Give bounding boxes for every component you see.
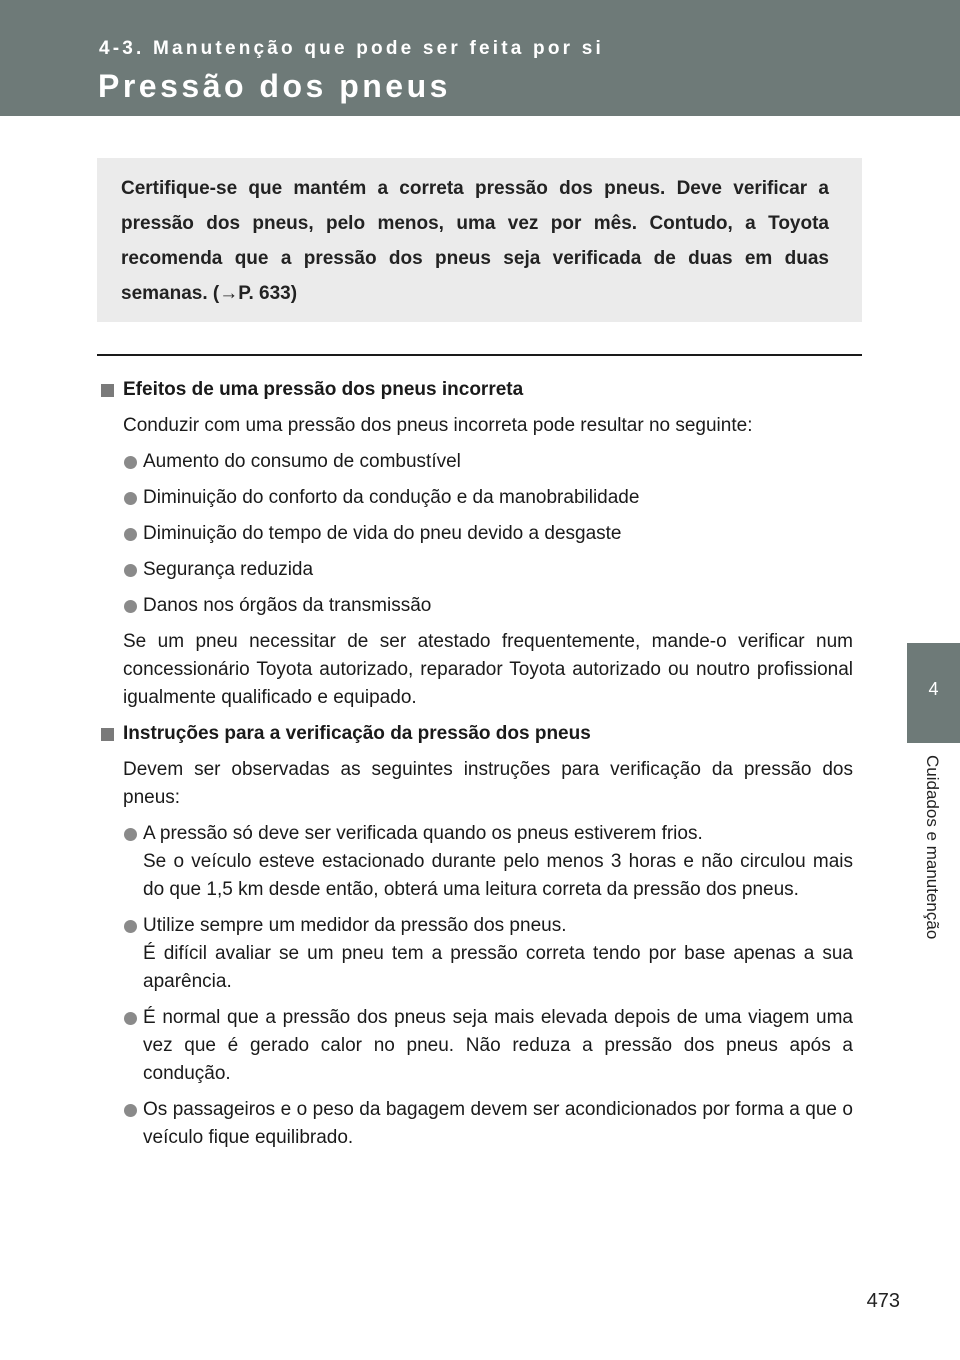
section-label: 4-3. Manutenção que pode ser feita por si [99,38,604,59]
list-item-text: Danos nos órgãos da transmissão [143,595,432,616]
page-header [0,0,960,116]
list-item [101,912,853,996]
content [101,376,853,1160]
heading-text: Instruções para a verificação da pressão dos pneus [123,723,591,744]
chapter-label-text: Cuidados e manutenção [923,755,942,940]
intro-box [97,158,862,322]
section-intro: Conduzir com uma pressão dos pneus incorreta pode resultar no seguinte: [123,415,753,436]
list-item-text: Aumento do consumo de combustível [143,451,461,472]
list-item-text: Diminuição do conforto da condução e da manobrabilidade [143,487,640,508]
list-item-text: É normal que a pressão dos pneus seja mais elevada depois de uma viagem uma vez que é gerado calor no pneu. Não reduza a pressão dos pneus após a condução. [143,1007,853,1084]
list-item-detail: É difícil avaliar se um pneu tem a pressão correta tendo por base apenas a sua aparência. [143,943,853,992]
divider [97,354,862,356]
list-item-text: Segurança reduzida [143,559,314,580]
circle-bullet-icon [124,920,137,933]
intro-text: Certifique-se que mantém a correta pressão dos pneus. Deve verificar a pressão dos pneus, pelo menos, uma vez por mês. Contudo, a Toyota recomenda que a pressão dos pneus seja verificada de duas em duas semanas. (→P. 633) [121,178,829,304]
list-item [101,484,853,512]
chapter-label [908,755,960,985]
section-heading-instructions [101,720,853,748]
list-item-text: A pressão só deve ser verificada quando os pneus estiverem frios. [143,823,703,844]
circle-bullet-icon [124,528,137,541]
section-heading-effects [101,376,853,404]
list-item [101,448,853,476]
list-item-text: Utilize sempre um medidor da pressão dos pneus. [143,915,567,936]
circle-bullet-icon [124,600,137,613]
list-item [101,592,853,620]
page-number: 473 [866,1290,900,1312]
circle-bullet-icon [124,1104,137,1117]
circle-bullet-icon [124,828,137,841]
list-item [101,520,853,548]
circle-bullet-icon [124,1012,137,1025]
circle-bullet-icon [124,456,137,469]
section-intro: Devem ser observadas as seguintes instruções para verificação da pressão dos pneus: [123,759,853,808]
square-bullet-icon [101,728,114,741]
list-item-text: Os passageiros e o peso da bagagem devem ser acondicionados por forma a que o veículo fique equilibrado. [143,1099,853,1148]
list-item [101,556,853,584]
page-title: Pressão dos pneus [98,68,451,104]
list-item-text: Diminuição do tempo de vida do pneu devido a desgaste [143,523,622,544]
section-outro: Se um pneu necessitar de ser atestado frequentemente, mande-o verificar num concessionário Toyota autorizado, reparador Toyota autorizado ou noutro profissional igualmente qualificado e equipado. [123,631,853,708]
chapter-tab [907,643,960,743]
list-item-detail: Se o veículo esteve estacionado durante pelo menos 3 horas e não circulou mais do que 1,5 km desde então, obterá uma leitura correta da pressão dos pneus. [143,851,853,900]
circle-bullet-icon [124,564,137,577]
list-item [101,1004,853,1088]
heading-text: Efeitos de uma pressão dos pneus incorreta [123,379,524,400]
list-item [101,820,853,904]
circle-bullet-icon [124,492,137,505]
square-bullet-icon [101,384,114,397]
list-item [101,1096,853,1152]
chapter-number: 4 [928,679,939,699]
